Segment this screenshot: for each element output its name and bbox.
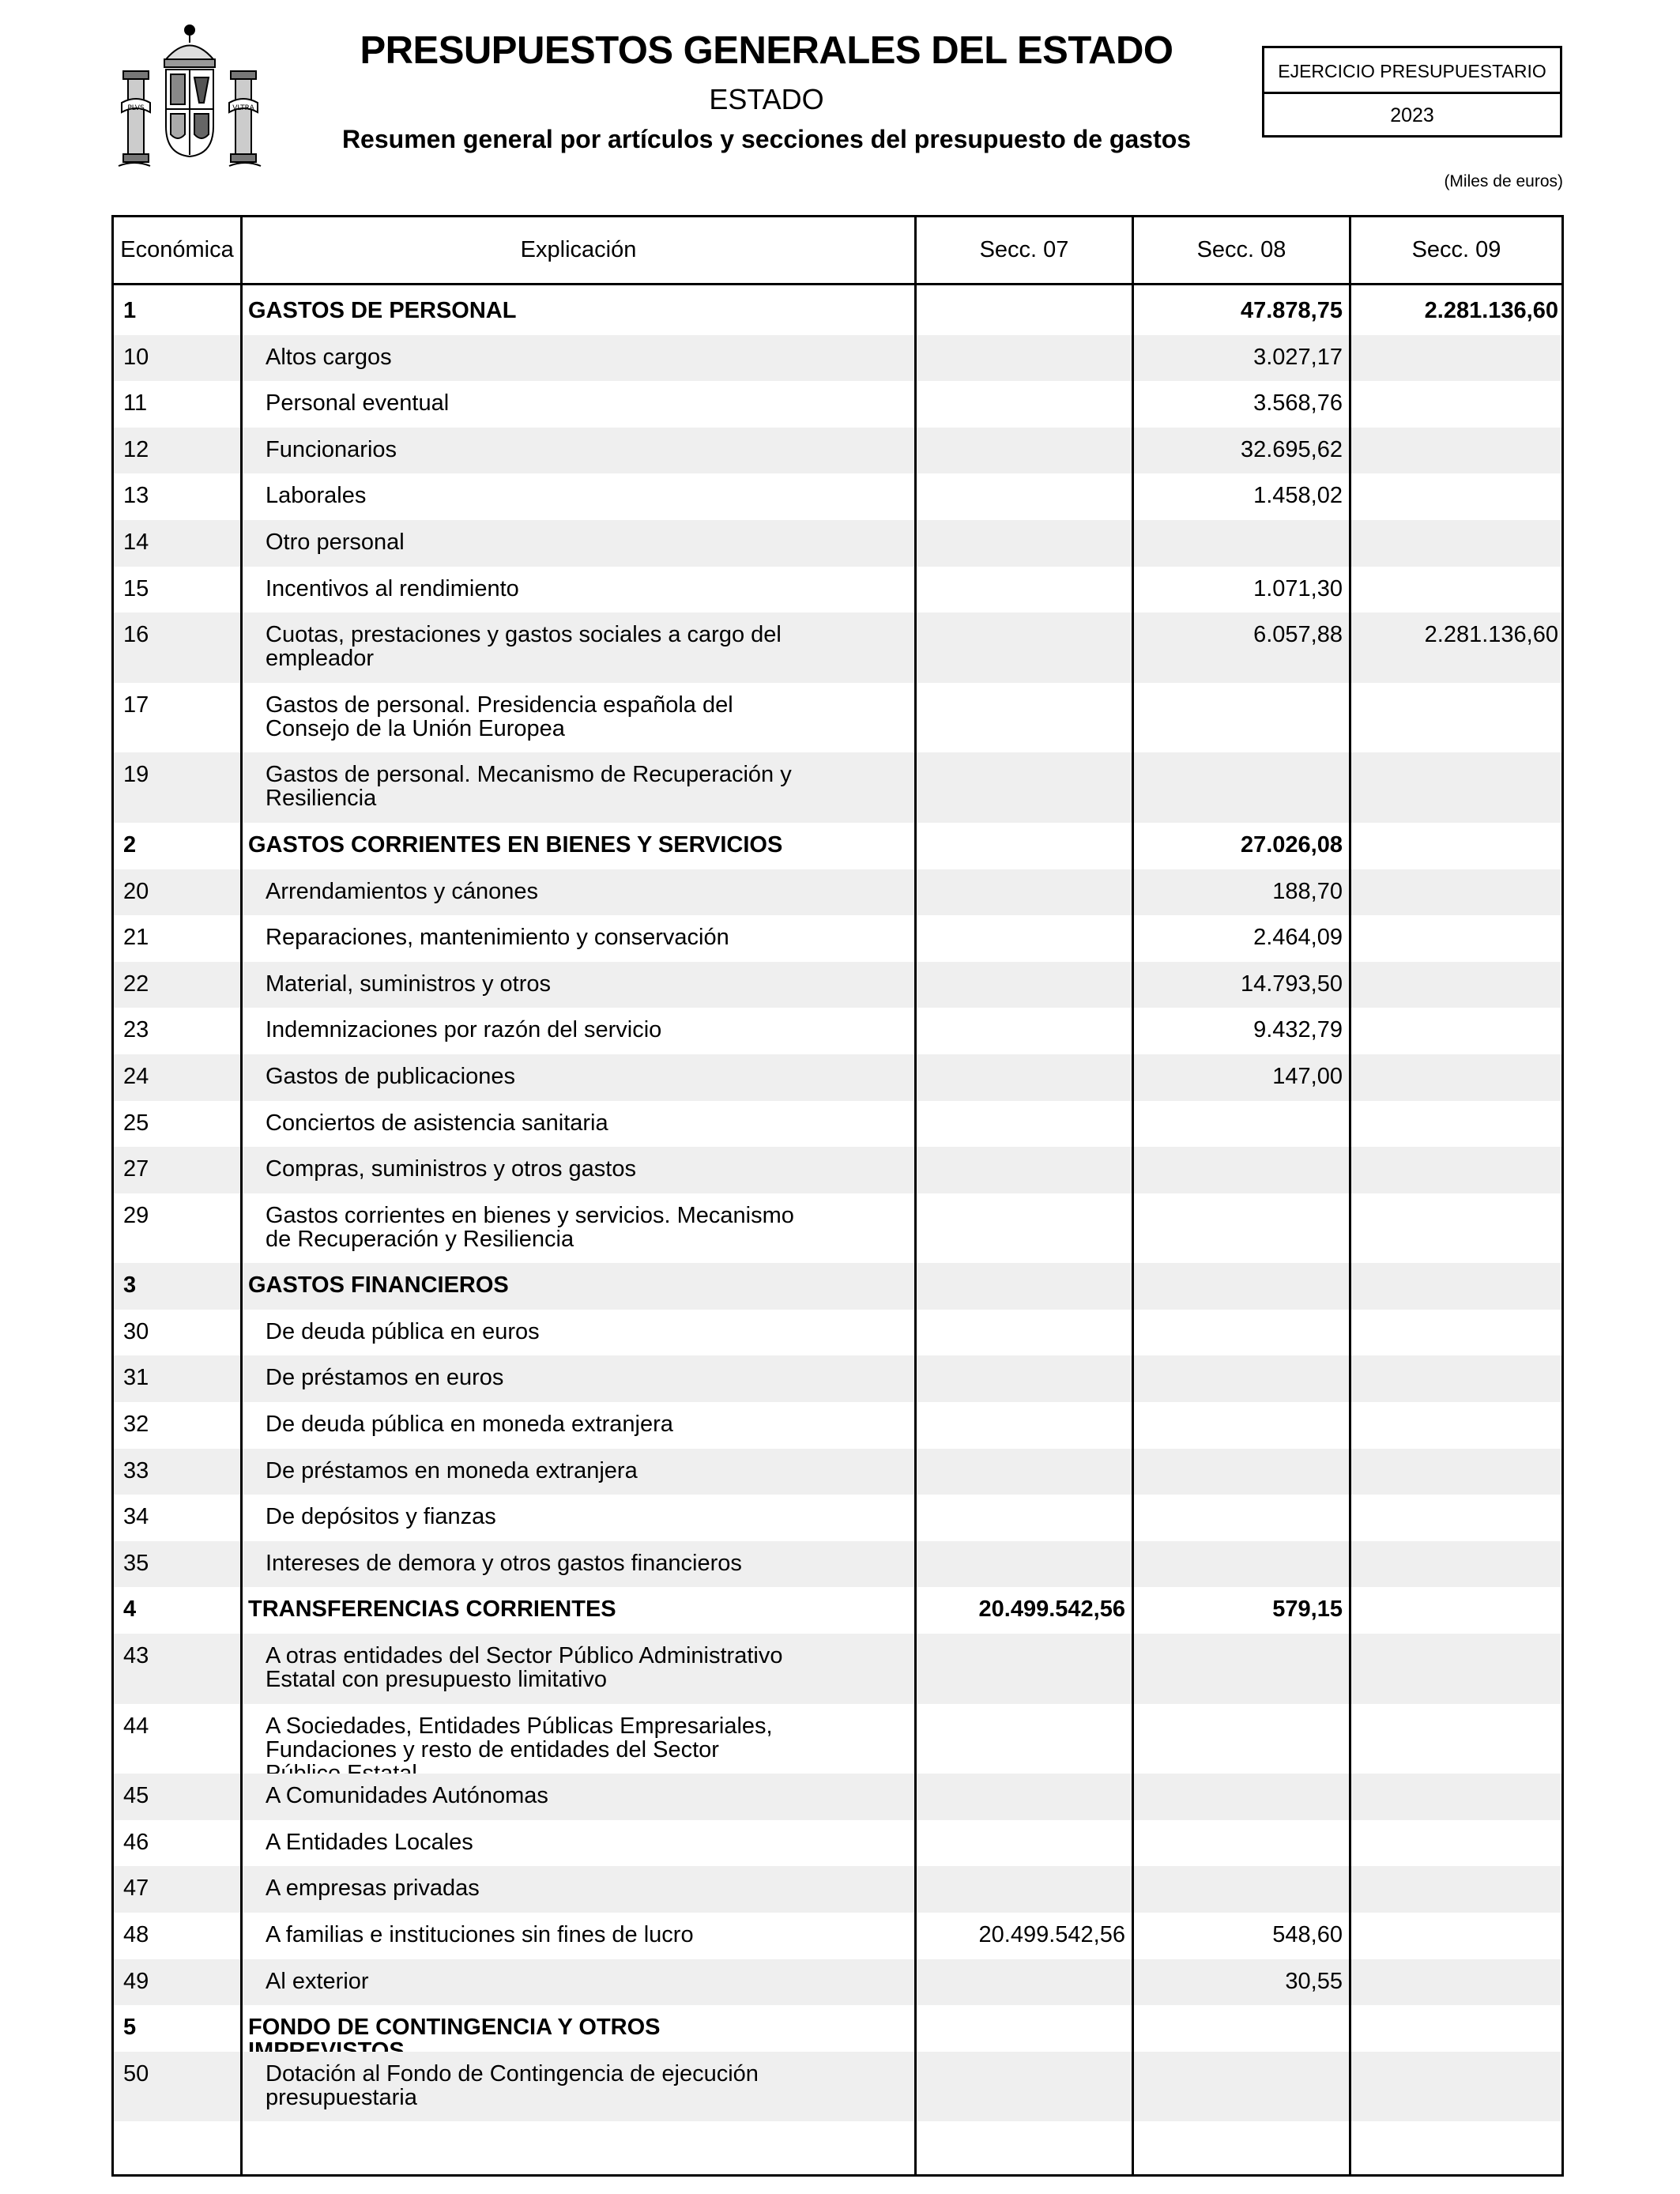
cell-code: 34 <box>123 1504 149 1530</box>
table-row <box>114 2005 1561 2052</box>
cell-secc-09 <box>1354 1449 1558 1459</box>
cell-secc-09 <box>1354 381 1558 391</box>
table-row <box>114 1355 1561 1402</box>
table-row <box>114 1402 1561 1449</box>
cell-secc-08: 548,60 <box>1272 1922 1343 1947</box>
cell-secc-09 <box>1354 1147 1558 1157</box>
table-row <box>114 1634 1561 1704</box>
ejercicio-year: 2023 <box>1390 104 1434 126</box>
table-row <box>114 1541 1561 1588</box>
cell-description: GASTOS CORRIENTES EN BIENES Y SERVICIOS <box>248 831 783 858</box>
cell-secc-08: 32.695,62 <box>1240 436 1343 462</box>
cell-description: Laborales <box>266 483 367 509</box>
cell-description: A familias e instituciones sin fines de lucro <box>266 1922 694 1947</box>
table-row <box>114 2052 1561 2122</box>
cell-code: 1 <box>123 298 137 323</box>
cell-secc-09 <box>1354 1495 1558 1505</box>
cell-secc-09 <box>1354 1774 1558 1784</box>
cell-secc-07 <box>917 567 1125 577</box>
cell-code: 5 <box>123 2015 137 2041</box>
cell-secc-09 <box>1354 2052 1558 2062</box>
cell-secc-07 <box>917 1054 1125 1065</box>
cell-description: Reparaciones, mantenimiento y conservación <box>266 925 729 951</box>
cell-secc-09 <box>1354 1541 1558 1551</box>
cell-code: 14 <box>123 529 149 555</box>
cell-secc-09 <box>1354 1866 1558 1876</box>
cell-secc-08: 27.026,08 <box>1240 831 1343 858</box>
cell-secc-07 <box>917 520 1125 530</box>
cell-code: 30 <box>123 1318 149 1344</box>
cell-secc-07: 20.499.542,56 <box>978 1596 1125 1623</box>
cell-description: De deuda pública en moneda extranjera <box>266 1412 673 1438</box>
cell-secc-09 <box>1354 1054 1558 1065</box>
cell-secc-08 <box>1136 1866 1343 1876</box>
cell-description: De préstamos en moneda extranjera <box>266 1457 638 1483</box>
cell-secc-07 <box>917 2052 1125 2062</box>
cell-code: 17 <box>123 692 149 718</box>
cell-code: 45 <box>123 1783 149 1809</box>
cell-secc-07 <box>917 1263 1125 1273</box>
cell-secc-09 <box>1354 1820 1558 1830</box>
cell-secc-08 <box>1136 1541 1343 1551</box>
page-description: Resumen general por artículos y secciones del presupuesto de gastos <box>341 125 1192 153</box>
cell-description: Intereses de demora y otros gastos financieros <box>266 1550 742 1576</box>
cell-code: 29 <box>123 1202 149 1228</box>
cell-description: De préstamos en euros <box>266 1365 504 1391</box>
cell-secc-09 <box>1354 1959 1558 1970</box>
cell-code: 33 <box>123 1457 149 1483</box>
cell-secc-07 <box>917 752 1125 763</box>
cell-secc-08: 579,15 <box>1272 1596 1343 1623</box>
cell-secc-07 <box>917 1774 1125 1784</box>
table-row <box>114 752 1561 823</box>
table-row <box>114 1866 1561 1913</box>
cell-description: Cuotas, prestaciones y gastos sociales a cargo del empleador <box>266 622 782 672</box>
cell-code: 12 <box>123 436 149 462</box>
cell-secc-08: 2.464,09 <box>1253 925 1343 951</box>
cell-description: Gastos de personal. Presidencia española del Consejo de la Unión Europea <box>266 692 733 741</box>
table-row <box>114 683 1561 753</box>
cell-description: Arrendamientos y cánones <box>266 878 538 904</box>
cell-code: 13 <box>123 483 149 509</box>
cell-code: 10 <box>123 344 149 370</box>
cell-description: A empresas privadas <box>266 1875 480 1902</box>
cell-secc-07 <box>917 869 1125 880</box>
cell-secc-09 <box>1354 567 1558 577</box>
cell-secc-07 <box>917 613 1125 623</box>
cell-secc-09 <box>1354 962 1558 972</box>
cell-description: Funcionarios <box>266 436 397 462</box>
cell-description: Gastos de personal. Mecanismo de Recuperación y Resiliencia <box>266 762 792 812</box>
cell-secc-08 <box>1136 1147 1343 1157</box>
cell-secc-09 <box>1354 335 1558 345</box>
cell-secc-07 <box>917 1310 1125 1320</box>
cell-secc-08 <box>1136 1495 1343 1505</box>
cell-secc-09 <box>1354 683 1558 693</box>
cell-description: A otras entidades del Sector Público Administrativo Estatal con presupuesto limitativo <box>266 1643 783 1693</box>
ejercicio-label: EJERCICIO PRESUPUESTARIO <box>1264 48 1560 94</box>
table-row <box>114 473 1561 520</box>
cell-secc-09 <box>1354 1402 1558 1412</box>
table-row <box>114 428 1561 474</box>
table-row <box>114 1495 1561 1541</box>
cell-secc-07: 20.499.542,56 <box>978 1922 1125 1947</box>
cell-code: 43 <box>123 1643 149 1669</box>
cell-secc-07 <box>917 2005 1125 2015</box>
cell-description: Altos cargos <box>266 344 392 370</box>
table-row <box>114 823 1561 869</box>
cell-description: De deuda pública en euros <box>266 1318 540 1344</box>
table-row <box>114 613 1561 683</box>
cell-description: FONDO DE CONTINGENCIA Y OTROS <box>248 2015 661 2041</box>
cell-code: 23 <box>123 1017 149 1043</box>
table-row <box>114 1101 1561 1148</box>
cell-secc-07 <box>917 915 1125 925</box>
cell-secc-08 <box>1136 2052 1343 2062</box>
cell-secc-09 <box>1354 1263 1558 1273</box>
cell-code: 22 <box>123 971 149 997</box>
cell-secc-08: 9.432,79 <box>1253 1017 1343 1043</box>
cell-code: 11 <box>123 390 148 417</box>
cell-description: GASTOS DE PERSONAL <box>248 298 517 323</box>
table-row <box>114 1193 1561 1264</box>
cell-description: Indemnizaciones por razón del servicio <box>266 1017 662 1043</box>
cell-secc-09 <box>1354 1704 1558 1714</box>
cell-secc-08 <box>1136 1820 1343 1830</box>
cell-secc-09 <box>1354 1310 1558 1320</box>
page-title: PRESUPUESTOS GENERALES DEL ESTADO <box>360 29 1173 72</box>
cell-secc-08 <box>1136 1704 1343 1714</box>
cell-description: Material, suministros y otros <box>266 971 551 997</box>
cell-description: Personal eventual <box>266 390 450 417</box>
cell-secc-08 <box>1136 1310 1343 1320</box>
cell-code: 24 <box>123 1063 149 1089</box>
cell-secc-08: 147,00 <box>1272 1063 1343 1089</box>
cell-secc-09 <box>1354 1587 1558 1597</box>
cell-code: 2 <box>123 831 137 858</box>
budget-table <box>111 215 1564 2177</box>
cell-secc-07 <box>917 1541 1125 1551</box>
table-row <box>114 1774 1561 1820</box>
table-header <box>114 217 1561 285</box>
cell-secc-07 <box>917 1959 1125 1970</box>
cell-secc-08 <box>1136 1193 1343 1204</box>
cell-secc-07 <box>917 1866 1125 1876</box>
cell-secc-09 <box>1354 869 1558 880</box>
cell-description: Conciertos de asistencia sanitaria <box>266 1110 608 1136</box>
cell-description: GASTOS FINANCIEROS <box>248 1272 509 1299</box>
cell-code: 49 <box>123 1968 149 1994</box>
cell-description: Incentivos al rendimiento <box>266 575 519 601</box>
cell-secc-08: 30,55 <box>1285 1968 1343 1994</box>
cell-secc-07 <box>917 1101 1125 1111</box>
cell-description: A Comunidades Autónomas <box>266 1783 548 1809</box>
cell-description: A Entidades Locales <box>266 1829 473 1855</box>
cell-secc-07 <box>917 1193 1125 1204</box>
cell-description: De depósitos y fianzas <box>266 1504 496 1530</box>
cell-secc-09 <box>1354 428 1558 438</box>
cell-secc-08 <box>1136 1449 1343 1459</box>
cell-code: 31 <box>123 1365 149 1391</box>
table-row <box>114 1054 1561 1101</box>
table-row <box>114 1310 1561 1356</box>
cell-secc-09 <box>1354 2005 1558 2015</box>
cell-secc-08 <box>1136 2005 1343 2015</box>
table-row <box>114 1147 1561 1193</box>
table-row <box>114 1704 1561 1774</box>
table-row <box>114 1263 1561 1310</box>
ejercicio-box <box>1262 46 1562 138</box>
cell-description: TRANSFERENCIAS CORRIENTES <box>248 1596 616 1623</box>
cell-description: Gastos corrientes en bienes y servicios. Mecanismo de Recuperación y Resiliencia <box>266 1202 794 1252</box>
cell-code: 20 <box>123 878 149 904</box>
cell-secc-08: 47.878,75 <box>1240 298 1343 323</box>
cell-description: A Sociedades, Entidades Públicas Empresariales, Fundaciones y resto de entidades del Sector <box>266 1713 773 1762</box>
cell-code: 15 <box>123 575 149 601</box>
cell-secc-07 <box>917 683 1125 693</box>
cell-secc-08 <box>1136 1402 1343 1412</box>
table-row <box>114 1959 1561 2006</box>
cell-secc-09 <box>1354 473 1558 484</box>
cell-secc-07 <box>917 381 1125 391</box>
cell-secc-08: 3.568,76 <box>1253 390 1343 417</box>
page-subtitle: ESTADO <box>709 83 824 115</box>
motto-left: PLVS <box>127 104 145 112</box>
cell-secc-07 <box>917 1008 1125 1018</box>
cell-secc-07 <box>917 1495 1125 1505</box>
cell-code: 27 <box>123 1156 149 1182</box>
cell-description: Al exterior <box>266 1968 369 1994</box>
cell-secc-07 <box>917 1820 1125 1830</box>
table-row <box>114 869 1561 916</box>
cell-secc-09 <box>1354 1634 1558 1644</box>
cell-secc-09 <box>1354 752 1558 763</box>
cell-code: 44 <box>123 1713 149 1739</box>
column-header-explicacion: Explicación <box>520 237 637 262</box>
cell-secc-08: 188,70 <box>1272 878 1343 904</box>
cell-secc-08: 14.793,50 <box>1240 971 1343 997</box>
cell-secc-08: 6.057,88 <box>1253 622 1343 648</box>
cell-secc-07 <box>917 428 1125 438</box>
table-row <box>114 915 1561 962</box>
cell-code: 46 <box>123 1829 149 1855</box>
table-row <box>114 520 1561 567</box>
cell-secc-09 <box>1354 520 1558 530</box>
cell-code: 50 <box>123 2060 149 2087</box>
cell-secc-08: 1.071,30 <box>1253 575 1343 601</box>
cell-secc-09 <box>1354 1101 1558 1111</box>
cell-secc-07 <box>917 823 1125 833</box>
cell-secc-07 <box>917 962 1125 972</box>
cell-code: 47 <box>123 1875 149 1902</box>
cell-secc-09 <box>1354 1913 1558 1923</box>
cell-code: 19 <box>123 762 149 788</box>
cell-secc-08: 1.458,02 <box>1253 483 1343 509</box>
column-header-secc-09: Secc. 09 <box>1411 237 1501 262</box>
cell-secc-07 <box>917 1402 1125 1412</box>
cell-description: Dotación al Fondo de Contingencia de ejecución presupuestaria <box>266 2060 759 2110</box>
units-note: (Miles de euros) <box>1444 172 1563 190</box>
cell-secc-07 <box>917 1449 1125 1459</box>
cell-code: 21 <box>123 925 149 951</box>
coat-of-arms-emblem <box>111 16 269 174</box>
motto-right: VLTRA <box>232 104 254 112</box>
cell-secc-09 <box>1354 915 1558 925</box>
column-header-secc-07: Secc. 07 <box>979 237 1069 262</box>
table-row <box>114 288 1561 335</box>
cell-description: Otro personal <box>266 529 405 555</box>
cell-secc-09 <box>1354 1193 1558 1204</box>
cell-secc-08 <box>1136 752 1343 763</box>
cell-code: 4 <box>123 1596 137 1623</box>
column-header-economica: Económica <box>120 237 234 262</box>
cell-secc-09 <box>1354 1355 1558 1366</box>
table-row <box>114 1008 1561 1054</box>
cell-secc-07 <box>917 1147 1125 1157</box>
cell-secc-09: 2.281.136,60 <box>1424 622 1558 648</box>
cell-secc-07 <box>917 335 1125 345</box>
column-header-secc-08: Secc. 08 <box>1196 237 1286 262</box>
cell-secc-08 <box>1136 1355 1343 1366</box>
table-row <box>114 335 1561 382</box>
cell-secc-08 <box>1136 1634 1343 1644</box>
cell-secc-08 <box>1136 683 1343 693</box>
table-row <box>114 567 1561 613</box>
cell-secc-07 <box>917 1634 1125 1644</box>
cell-description: Gastos de publicaciones <box>266 1063 515 1089</box>
cell-secc-08 <box>1136 520 1343 530</box>
cell-code: 3 <box>123 1272 137 1299</box>
cell-code: 32 <box>123 1412 149 1438</box>
table-row <box>114 1587 1561 1634</box>
table-row <box>114 1449 1561 1495</box>
cell-secc-09 <box>1354 823 1558 833</box>
cell-secc-07 <box>917 1355 1125 1366</box>
cell-secc-08: 3.027,17 <box>1253 344 1343 370</box>
cell-code: 16 <box>123 622 149 648</box>
cell-secc-07 <box>917 473 1125 484</box>
cell-secc-08 <box>1136 1263 1343 1273</box>
cell-secc-08 <box>1136 1101 1343 1111</box>
table-body <box>114 288 1561 2121</box>
table-row <box>114 962 1561 1008</box>
cell-secc-09 <box>1354 1008 1558 1018</box>
cell-code: 25 <box>123 1110 149 1136</box>
cell-secc-09: 2.281.136,60 <box>1424 298 1558 323</box>
cell-secc-07 <box>917 1704 1125 1714</box>
cell-code: 35 <box>123 1550 149 1576</box>
cell-description: Compras, suministros y otros gastos <box>266 1156 636 1182</box>
cell-secc-08 <box>1136 1774 1343 1784</box>
table-row <box>114 1913 1561 1959</box>
table-row <box>114 381 1561 428</box>
table-row <box>114 1820 1561 1867</box>
cell-code: 48 <box>123 1922 149 1947</box>
cell-secc-07 <box>917 288 1125 299</box>
